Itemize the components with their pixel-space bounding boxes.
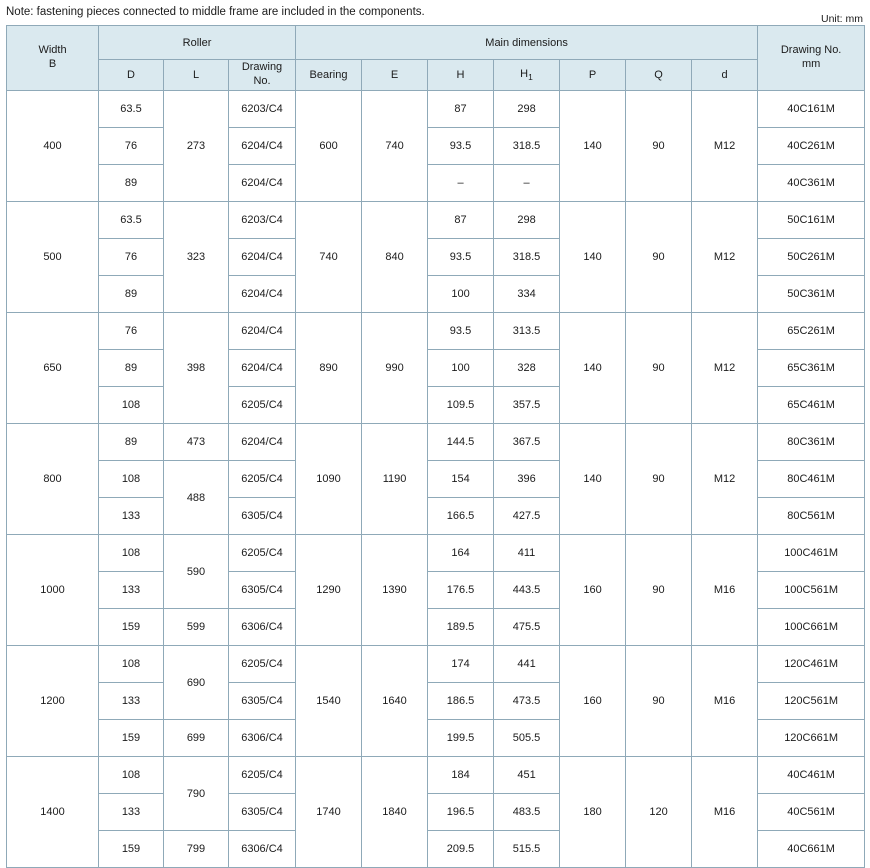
cell-e: 840 [362,202,428,313]
header-q: Q [626,60,692,91]
cell-h1: 443.5 [494,572,560,609]
cell-h: 174 [428,646,494,683]
cell-h: 184 [428,757,494,794]
table-row [7,313,865,350]
table-row [7,535,865,572]
cell-roller-d: 76 [99,128,164,165]
header-d: D [99,60,164,91]
header-h1 [494,60,560,91]
specification-table [6,25,865,868]
cell-roller-l: 590 [164,535,229,609]
cell-roller-d: 76 [99,239,164,276]
cell-q: 90 [626,424,692,535]
cell-roller-drawing-no: 6205/C4 [229,646,296,683]
cell-h1: 475.5 [494,609,560,646]
cell-h: 87 [428,202,494,239]
cell-roller-d: 76 [99,313,164,350]
header-row-top [7,26,865,60]
cell-bearing: 1740 [296,757,362,868]
cell-roller-drawing-no: 6306/C4 [229,609,296,646]
cell-width-b: 1000 [7,535,99,646]
cell-roller-d: 108 [99,757,164,794]
cell-drawing-no: 40C561M [758,794,865,831]
cell-h1: 505.5 [494,720,560,757]
cell-h: 100 [428,276,494,313]
header-h1-sub: 1 [528,72,533,83]
cell-roller-drawing-no: 6306/C4 [229,720,296,757]
cell-q: 90 [626,91,692,202]
cell-bearing: 890 [296,313,362,424]
header-l: L [164,60,229,91]
cell-roller-d: 89 [99,350,164,387]
cell-h: 199.5 [428,720,494,757]
cell-e: 740 [362,91,428,202]
cell-q: 90 [626,313,692,424]
cell-roller-d: 108 [99,535,164,572]
cell-h1: 473.5 [494,683,560,720]
cell-roller-d: 159 [99,609,164,646]
cell-roller-drawing-no: 6305/C4 [229,498,296,535]
cell-bearing: 600 [296,91,362,202]
cell-h: 189.5 [428,609,494,646]
cell-h1: 483.5 [494,794,560,831]
cell-h1: 441 [494,646,560,683]
cell-p: 180 [560,757,626,868]
table-row [7,202,865,239]
cell-width-b: 1400 [7,757,99,868]
cell-roller-d: 63.5 [99,91,164,128]
cell-h: 209.5 [428,831,494,868]
cell-p: 160 [560,646,626,757]
header-width-b-line2: B [48,58,57,70]
cell-roller-drawing-no: 6306/C4 [229,831,296,868]
header-d-small: d [692,60,758,91]
cell-roller-d: 108 [99,387,164,424]
cell-roller-d: 63.5 [99,202,164,239]
cell-width-b: 650 [7,313,99,424]
cell-roller-d: 89 [99,424,164,461]
cell-h1: 298 [494,91,560,128]
cell-h1: 328 [494,350,560,387]
cell-h1: 396 [494,461,560,498]
cell-p: 140 [560,313,626,424]
cell-roller-drawing-no: 6204/C4 [229,424,296,461]
cell-drawing-no: 80C561M [758,498,865,535]
header-roller-drawing-no-line1: Drawing [241,61,283,74]
header-width-b-line1: Width [38,44,67,57]
cell-roller-d: 89 [99,165,164,202]
cell-drawing-no: 40C461M [758,757,865,794]
cell-h: 100 [428,350,494,387]
cell-bearing: 1090 [296,424,362,535]
cell-roller-l: 790 [164,757,229,831]
cell-h1: 411 [494,535,560,572]
header-main-dimensions: Main dimensions [296,26,758,60]
cell-roller-d: 133 [99,683,164,720]
header-e: E [362,60,428,91]
cell-bearing: 740 [296,202,362,313]
table-row [7,646,865,683]
cell-drawing-no: 50C261M [758,239,865,276]
table-row [7,757,865,794]
cell-e: 1840 [362,757,428,868]
cell-q: 90 [626,535,692,646]
cell-roller-drawing-no: 6205/C4 [229,387,296,424]
cell-roller-drawing-no: 6203/C4 [229,202,296,239]
cell-q: 90 [626,202,692,313]
cell-roller-d: 89 [99,276,164,313]
header-h: H [428,60,494,91]
cell-bearing: 1540 [296,646,362,757]
cell-d: M12 [692,313,758,424]
cell-width-b: 1200 [7,646,99,757]
cell-d: M12 [692,424,758,535]
cell-roller-l: 599 [164,609,229,646]
cell-roller-drawing-no: 6204/C4 [229,165,296,202]
cell-roller-drawing-no: 6305/C4 [229,794,296,831]
cell-p: 140 [560,91,626,202]
cell-h1: 334 [494,276,560,313]
cell-h: 196.5 [428,794,494,831]
cell-roller-drawing-no: 6205/C4 [229,461,296,498]
cell-h: 186.5 [428,683,494,720]
cell-roller-l: 488 [164,461,229,535]
cell-roller-l: 799 [164,831,229,868]
cell-h: 87 [428,91,494,128]
header-drawing-no [758,26,865,91]
cell-roller-d: 133 [99,498,164,535]
cell-roller-d: 133 [99,794,164,831]
header-p: P [560,60,626,91]
cell-roller-drawing-no: 6205/C4 [229,535,296,572]
cell-roller-drawing-no: 6203/C4 [229,91,296,128]
table-row [7,424,865,461]
header-row-sub [7,60,865,91]
header-h1-main: H [520,67,529,80]
cell-roller-d: 159 [99,831,164,868]
cell-drawing-no: 65C461M [758,387,865,424]
cell-drawing-no: 50C161M [758,202,865,239]
cell-d: M16 [692,535,758,646]
header-bearing: Bearing [296,60,362,91]
cell-e: 1390 [362,535,428,646]
header-roller: Roller [99,26,296,60]
cell-drawing-no: 120C661M [758,720,865,757]
header-width-b [7,26,99,91]
cell-roller-drawing-no: 6204/C4 [229,239,296,276]
cell-drawing-no: 80C461M [758,461,865,498]
cell-bearing: 1290 [296,535,362,646]
cell-roller-drawing-no: 6204/C4 [229,313,296,350]
cell-d: M12 [692,202,758,313]
cell-roller-l: 398 [164,313,229,424]
cell-d: M16 [692,646,758,757]
cell-p: 140 [560,202,626,313]
cell-d: M16 [692,757,758,868]
cell-h1: 298 [494,202,560,239]
cell-h: 93.5 [428,313,494,350]
table-row [7,91,865,128]
cell-q: 90 [626,646,692,757]
cell-roller-drawing-no: 6204/C4 [229,350,296,387]
cell-q: 120 [626,757,692,868]
cell-h1: 515.5 [494,831,560,868]
cell-h1: 357.5 [494,387,560,424]
cell-roller-drawing-no: 6305/C4 [229,572,296,609]
header-drawing-no-line2: mm [801,58,821,70]
header-roller-drawing-no [229,60,296,91]
cell-h: 176.5 [428,572,494,609]
cell-drawing-no: 100C561M [758,572,865,609]
cell-drawing-no: 40C661M [758,831,865,868]
cell-roller-l: 473 [164,424,229,461]
cell-drawing-no: 65C361M [758,350,865,387]
cell-drawing-no: 40C161M [758,91,865,128]
table-head [7,26,865,91]
cell-h1: – [494,165,560,202]
cell-roller-l: 323 [164,202,229,313]
cell-e: 1190 [362,424,428,535]
cell-roller-l: 699 [164,720,229,757]
cell-roller-drawing-no: 6204/C4 [229,276,296,313]
cell-drawing-no: 40C361M [758,165,865,202]
cell-drawing-no: 100C461M [758,535,865,572]
cell-h1: 427.5 [494,498,560,535]
cell-h: 93.5 [428,128,494,165]
cell-e: 1640 [362,646,428,757]
cell-h: 166.5 [428,498,494,535]
cell-h1: 318.5 [494,128,560,165]
cell-drawing-no: 65C261M [758,313,865,350]
cell-drawing-no: 50C361M [758,276,865,313]
cell-roller-drawing-no: 6305/C4 [229,683,296,720]
cell-width-b: 500 [7,202,99,313]
table-body [7,91,865,868]
cell-h1: 313.5 [494,313,560,350]
unit-label: Unit: mm [821,13,863,25]
header-roller-drawing-no-line2: No. [253,75,271,87]
cell-drawing-no: 40C261M [758,128,865,165]
cell-e: 990 [362,313,428,424]
cell-h: – [428,165,494,202]
cell-roller-drawing-no: 6205/C4 [229,757,296,794]
cell-roller-d: 159 [99,720,164,757]
cell-p: 140 [560,424,626,535]
note-text: Note: fastening pieces connected to middle frame are included in the components. [6,6,425,18]
cell-h: 144.5 [428,424,494,461]
cell-p: 160 [560,535,626,646]
cell-h: 154 [428,461,494,498]
cell-roller-d: 108 [99,646,164,683]
cell-d: M12 [692,91,758,202]
cell-h: 93.5 [428,239,494,276]
cell-roller-l: 273 [164,91,229,202]
cell-h1: 451 [494,757,560,794]
cell-roller-d: 108 [99,461,164,498]
cell-h: 164 [428,535,494,572]
cell-h1: 318.5 [494,239,560,276]
cell-width-b: 400 [7,91,99,202]
cell-drawing-no: 100C661M [758,609,865,646]
cell-roller-l: 690 [164,646,229,720]
cell-roller-d: 133 [99,572,164,609]
cell-h1: 367.5 [494,424,560,461]
cell-roller-drawing-no: 6204/C4 [229,128,296,165]
cell-drawing-no: 120C461M [758,646,865,683]
cell-drawing-no: 80C361M [758,424,865,461]
cell-drawing-no: 120C561M [758,683,865,720]
cell-h: 109.5 [428,387,494,424]
cell-width-b: 800 [7,424,99,535]
header-drawing-no-line1: Drawing No. [780,44,842,57]
